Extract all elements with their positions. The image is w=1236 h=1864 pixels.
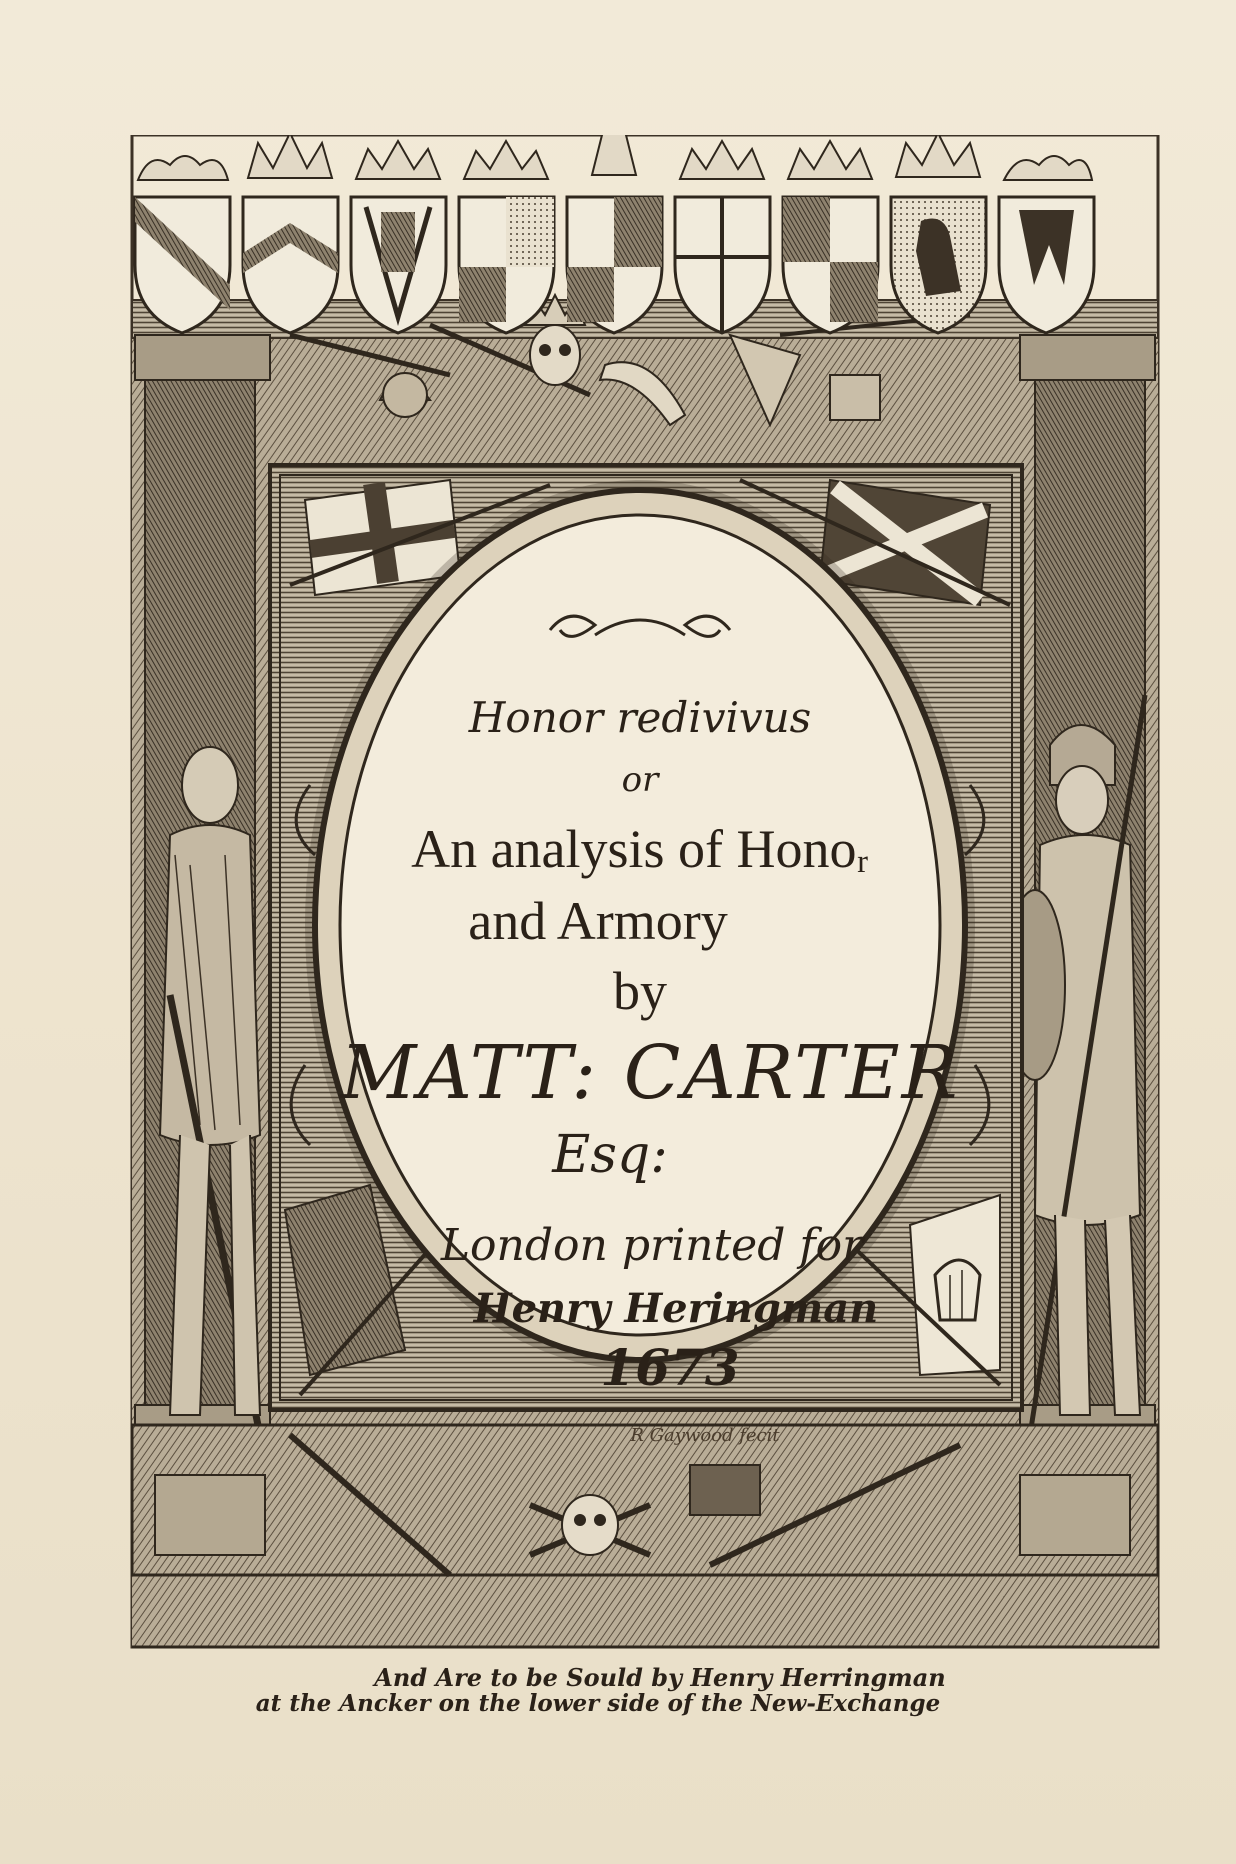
title-main: Honor redivivus (468, 693, 812, 742)
heraldic-shield-icon (243, 135, 338, 333)
subtitle-line-1: An analysis of Honoᵣ (411, 819, 869, 879)
heraldic-shield-icon (351, 141, 446, 333)
crown-icon (680, 141, 764, 179)
byline-by: by (613, 961, 667, 1021)
flag-icon (910, 1195, 1000, 1375)
left-column (135, 335, 270, 1465)
author-honorific: Esq: (552, 1125, 668, 1185)
heraldic-shield-icon (891, 135, 986, 333)
coronet-icon (138, 156, 228, 180)
heraldic-shield-icon (999, 156, 1094, 333)
footer-line-2: at the Ancker on the lower side of the New-Exchange (255, 1690, 941, 1717)
crowned-shields-row (135, 135, 1094, 333)
imprint-printer: Henry Heringman (473, 1285, 879, 1332)
footer-line-1: And Are to be Sould by Henry Herringman (374, 1663, 946, 1692)
coronet-icon (1004, 156, 1092, 180)
author-name: MATT: CARTER (340, 1030, 960, 1116)
skull-icon (530, 325, 580, 385)
crown-icon (788, 141, 872, 179)
heraldic-shield-icon (783, 141, 878, 333)
crown-icon (896, 135, 980, 177)
crown-icon (464, 141, 548, 179)
imprint-line: London printed for (440, 1220, 864, 1271)
heraldic-shield-icon (459, 141, 554, 333)
subtitle-line-2: and Armory (468, 891, 728, 951)
imprint-year: 1673 (600, 1338, 740, 1397)
heraldic-shield-icon (675, 141, 770, 333)
crown-icon (356, 141, 440, 179)
engraved-frontispiece (130, 135, 1160, 1650)
crown-icon (248, 135, 332, 178)
title-conjunction: or (621, 760, 659, 800)
heraldic-shield-icon (135, 156, 230, 333)
engraver-signature: R Gaywood fecit (630, 1425, 780, 1446)
crown-icon (592, 135, 636, 175)
heraldic-shield-icon (567, 135, 662, 333)
